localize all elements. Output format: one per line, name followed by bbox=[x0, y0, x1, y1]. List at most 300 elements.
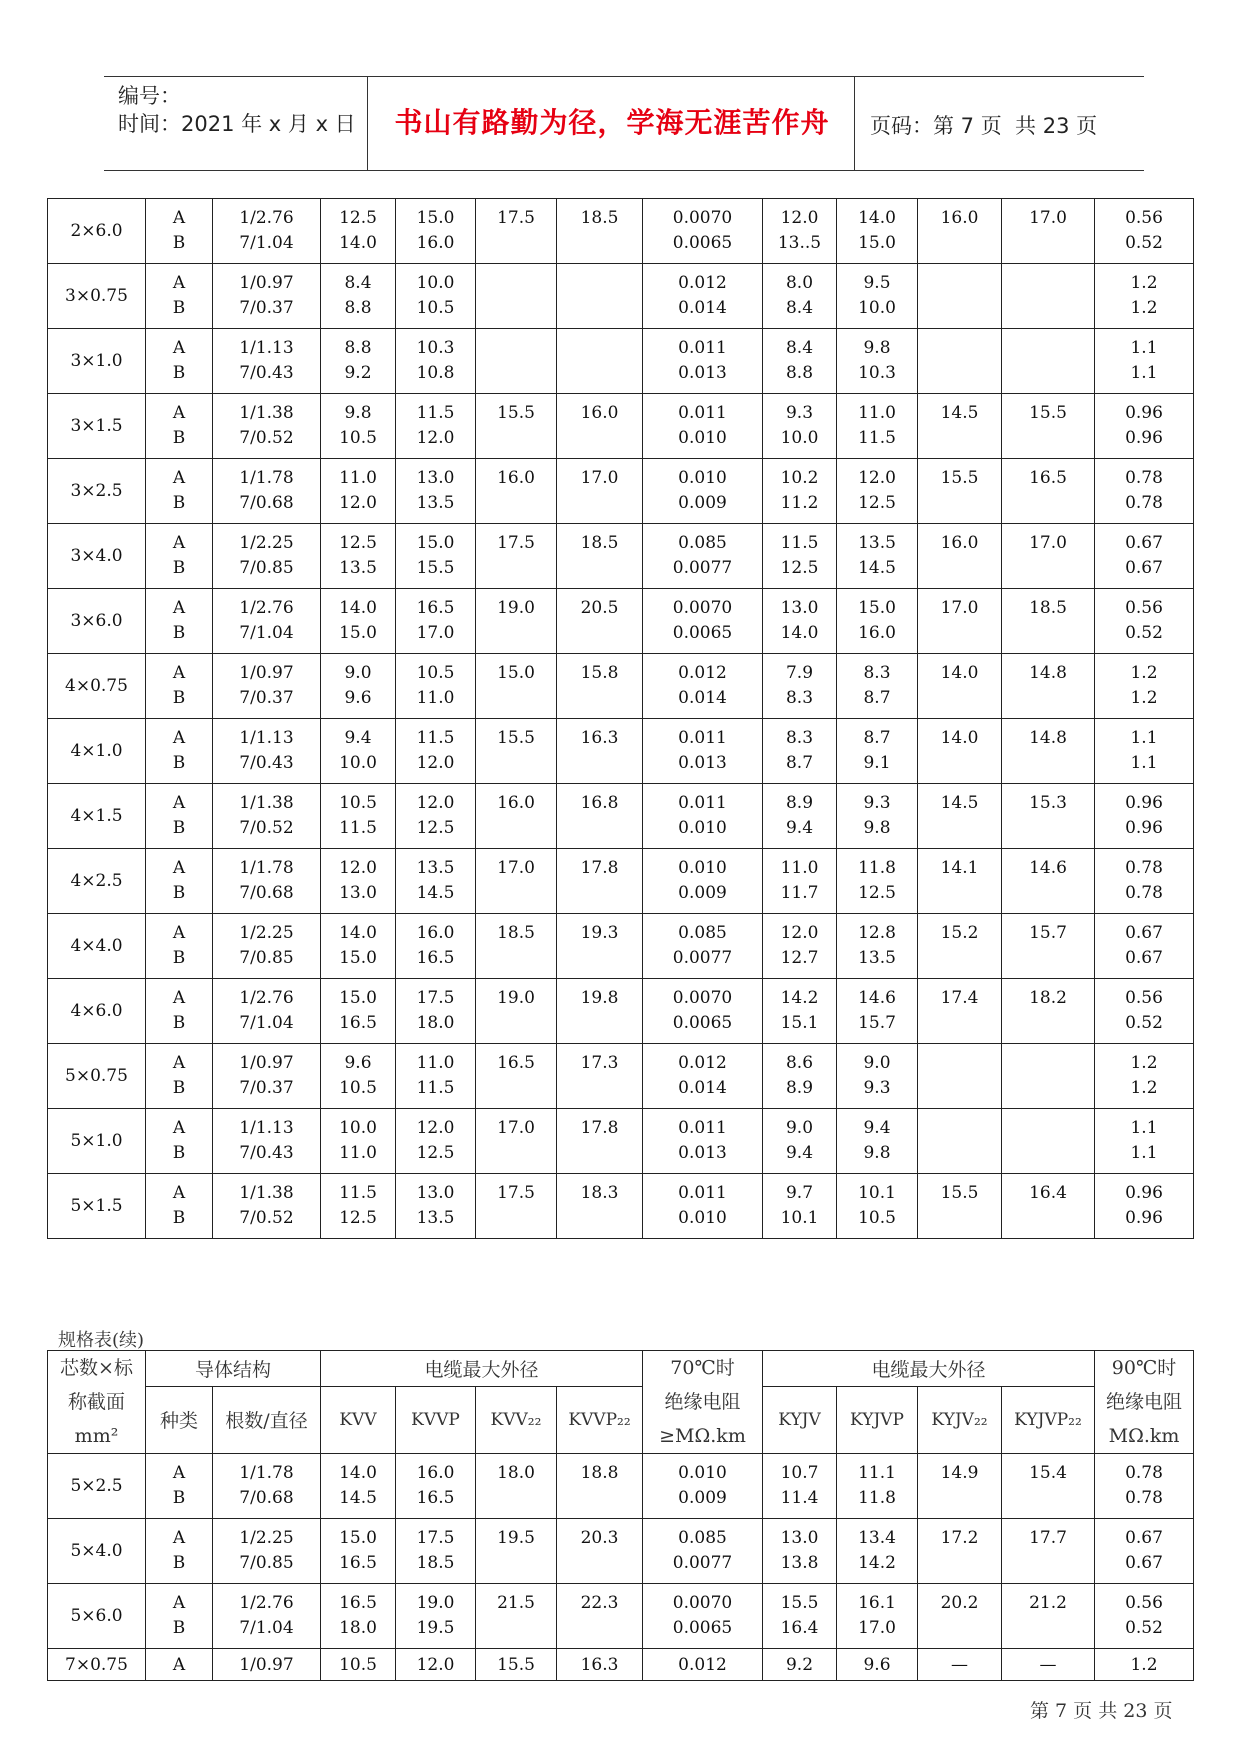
value-b bbox=[1002, 619, 1094, 653]
value-a: 9.6 bbox=[344, 1053, 372, 1073]
value-cell bbox=[476, 719, 557, 784]
value-a: 12.0 bbox=[416, 1118, 455, 1138]
value-b: B bbox=[172, 298, 186, 318]
value-b: 0.013 bbox=[678, 363, 727, 383]
value-b: 9.4 bbox=[785, 818, 814, 838]
value-cell bbox=[321, 199, 396, 264]
value-b: 7/0.52 bbox=[239, 818, 294, 838]
table-row bbox=[48, 654, 1194, 719]
value-cell bbox=[213, 1174, 321, 1239]
value-cell bbox=[557, 914, 643, 979]
value-cell bbox=[1095, 589, 1194, 654]
value-cell bbox=[146, 264, 213, 329]
value-b bbox=[476, 489, 556, 523]
value-b: 14.2 bbox=[858, 1553, 896, 1573]
value-b bbox=[557, 1204, 642, 1238]
value-cell bbox=[763, 1584, 837, 1649]
value-cell bbox=[557, 979, 643, 1044]
value-b: 9.3 bbox=[863, 1078, 891, 1098]
value-b: 11.5 bbox=[416, 1078, 455, 1098]
value-a: 0.011 bbox=[678, 1118, 727, 1138]
value-b: B bbox=[172, 948, 186, 968]
value-cell bbox=[837, 849, 918, 914]
value-b bbox=[557, 619, 642, 653]
value-cell: — bbox=[1002, 1649, 1095, 1681]
value-a: 0.011 bbox=[678, 728, 727, 748]
value-a: 1/0.97 bbox=[239, 273, 294, 293]
value-cell bbox=[643, 199, 763, 264]
value-cell bbox=[213, 719, 321, 784]
value-cell bbox=[837, 1519, 918, 1584]
value-cell bbox=[1002, 719, 1095, 784]
table-row bbox=[48, 589, 1194, 654]
value-b: 1.2 bbox=[1130, 298, 1158, 318]
value-a: 9.8 bbox=[344, 403, 372, 423]
value-a: 21.2 bbox=[1029, 1593, 1067, 1613]
header-spec-unit: mm² bbox=[74, 1425, 119, 1447]
value-a: 17.8 bbox=[580, 858, 619, 878]
value-b: 7/0.85 bbox=[239, 948, 294, 968]
value-b bbox=[476, 294, 556, 328]
value-b: 16.4 bbox=[780, 1618, 819, 1638]
value-cell bbox=[213, 1109, 321, 1174]
value-cell bbox=[918, 1454, 1002, 1519]
value-b: 12.5 bbox=[416, 818, 455, 838]
value-b: 12.5 bbox=[858, 883, 896, 903]
spec-cell: 4×0.75 bbox=[48, 654, 146, 719]
value-a: 9.0 bbox=[344, 663, 372, 683]
value-cell: 9.2 bbox=[763, 1649, 837, 1681]
value-cell bbox=[643, 589, 763, 654]
value-b bbox=[557, 554, 642, 588]
value-cell bbox=[396, 264, 476, 329]
value-b: 13.0 bbox=[339, 883, 377, 903]
value-cell bbox=[1095, 394, 1194, 459]
value-b bbox=[918, 814, 1001, 848]
header-ins90-line1: 90℃时 bbox=[1111, 1357, 1177, 1379]
header-ins90-unit: MΩ.km bbox=[1108, 1425, 1180, 1447]
value-cell bbox=[837, 719, 918, 784]
value-cell bbox=[643, 1454, 763, 1519]
value-b bbox=[1002, 1484, 1094, 1518]
value-b: 8.8 bbox=[344, 298, 372, 318]
value-a: 16.0 bbox=[497, 468, 535, 488]
value-b bbox=[1002, 294, 1094, 328]
header-od-left: 电缆最大外径 bbox=[321, 1351, 643, 1387]
value-b: 10.8 bbox=[416, 363, 455, 383]
value-cell bbox=[396, 1519, 476, 1584]
value-a: A bbox=[172, 1183, 186, 1203]
value-a: 15.0 bbox=[497, 663, 535, 683]
header-spec bbox=[48, 1351, 146, 1454]
value-b: 7/0.37 bbox=[239, 688, 294, 708]
value-b: 7/0.37 bbox=[239, 1078, 294, 1098]
value-a: 0.0070 bbox=[672, 598, 733, 618]
value-cell bbox=[918, 1044, 1002, 1109]
value-cell bbox=[557, 1519, 643, 1584]
value-b bbox=[1002, 879, 1094, 913]
value-cell bbox=[918, 524, 1002, 589]
value-cell bbox=[918, 784, 1002, 849]
header-od-right: 电缆最大外径 bbox=[763, 1351, 1095, 1387]
value-cell bbox=[213, 914, 321, 979]
value-b: B bbox=[172, 493, 186, 513]
doc-number-label: 编号： bbox=[118, 84, 181, 108]
value-a: A bbox=[172, 1053, 186, 1073]
value-cell bbox=[146, 524, 213, 589]
value-b: 14.0 bbox=[339, 233, 377, 253]
value-b: 0.010 bbox=[678, 1208, 727, 1228]
value-b: 0.0077 bbox=[672, 558, 733, 578]
value-b bbox=[1002, 749, 1094, 783]
value-b: 14.5 bbox=[339, 1488, 377, 1508]
value-a: 15.5 bbox=[1029, 403, 1067, 423]
value-a: 11.5 bbox=[780, 533, 819, 553]
value-cell bbox=[396, 329, 476, 394]
spec-cell: 3×0.75 bbox=[48, 264, 146, 329]
value-a: 16.0 bbox=[940, 208, 979, 228]
value-a: 11.0 bbox=[780, 858, 819, 878]
value-b bbox=[918, 359, 1001, 393]
value-a: 13.5 bbox=[416, 858, 455, 878]
value-a: A bbox=[172, 858, 186, 878]
value-b: 1.1 bbox=[1130, 363, 1158, 383]
value-a: 14.0 bbox=[940, 728, 979, 748]
value-a: 13.5 bbox=[858, 533, 896, 553]
value-cell bbox=[396, 199, 476, 264]
value-a: 0.011 bbox=[678, 1183, 727, 1203]
value-a: 9.4 bbox=[344, 728, 372, 748]
value-a: 14.0 bbox=[940, 663, 979, 683]
value-b: 19.5 bbox=[416, 1618, 455, 1638]
value-a: 17.2 bbox=[940, 1528, 979, 1548]
value-a: 0.012 bbox=[678, 273, 727, 293]
value-a: 14.8 bbox=[1029, 663, 1067, 683]
value-a: 18.5 bbox=[580, 533, 619, 553]
value-cell bbox=[476, 849, 557, 914]
value-a: 14.8 bbox=[1029, 728, 1067, 748]
value-b: 1.2 bbox=[1130, 1078, 1158, 1098]
value-b: 0.67 bbox=[1125, 948, 1163, 968]
value-a: 10.1 bbox=[858, 1183, 896, 1203]
value-b bbox=[918, 684, 1001, 718]
value-b: 12.0 bbox=[339, 493, 377, 513]
value-b: 0.014 bbox=[678, 688, 727, 708]
value-cell bbox=[146, 199, 213, 264]
value-cell bbox=[396, 1044, 476, 1109]
table-row bbox=[48, 914, 1194, 979]
value-a: 15.8 bbox=[580, 663, 619, 683]
value-cell bbox=[146, 654, 213, 719]
value-a: 14.6 bbox=[1029, 858, 1067, 878]
value-b: 16.5 bbox=[416, 948, 455, 968]
table-row bbox=[48, 1044, 1194, 1109]
value-b bbox=[918, 554, 1001, 588]
value-cell bbox=[476, 459, 557, 524]
value-cell bbox=[396, 1584, 476, 1649]
value-b: 14.5 bbox=[416, 883, 455, 903]
value-b: 7/0.85 bbox=[239, 558, 294, 578]
value-cell bbox=[918, 1109, 1002, 1174]
value-b: 7/0.68 bbox=[239, 1488, 294, 1508]
value-cell bbox=[146, 394, 213, 459]
value-b bbox=[476, 814, 556, 848]
value-cell bbox=[1002, 979, 1095, 1044]
value-a: 17.5 bbox=[416, 988, 455, 1008]
value-b bbox=[918, 1139, 1001, 1173]
value-cell bbox=[321, 1454, 396, 1519]
value-a: 1/1.38 bbox=[239, 1183, 294, 1203]
value-cell bbox=[918, 1519, 1002, 1584]
value-cell bbox=[146, 1109, 213, 1174]
value-b: B bbox=[172, 1013, 186, 1033]
value-a: 17.5 bbox=[497, 208, 535, 228]
value-a bbox=[918, 1044, 1001, 1074]
value-cell bbox=[643, 914, 763, 979]
value-a: 12.5 bbox=[339, 533, 377, 553]
value-a: 1.1 bbox=[1130, 728, 1158, 748]
value-cell bbox=[1002, 1044, 1095, 1109]
value-a: A bbox=[172, 988, 186, 1008]
value-b: 13.5 bbox=[858, 948, 896, 968]
value-b bbox=[1002, 684, 1094, 718]
value-cell bbox=[321, 1584, 396, 1649]
value-cell bbox=[396, 1109, 476, 1174]
value-a: 16.0 bbox=[497, 793, 535, 813]
value-cell bbox=[146, 1454, 213, 1519]
value-a: 18.8 bbox=[580, 1463, 619, 1483]
header-divider-right bbox=[854, 76, 855, 171]
value-b: 7/0.85 bbox=[239, 1553, 294, 1573]
value-a: 12.0 bbox=[780, 208, 819, 228]
value-cell bbox=[837, 654, 918, 719]
value-a: 8.7 bbox=[863, 728, 891, 748]
value-a: 20.5 bbox=[580, 598, 619, 618]
value-b bbox=[1002, 944, 1094, 978]
value-b: 0.009 bbox=[678, 883, 727, 903]
header-kyjvp: KYJVP bbox=[837, 1386, 918, 1453]
value-cell bbox=[837, 329, 918, 394]
value-a: 15.0 bbox=[858, 598, 896, 618]
value-a: 20.2 bbox=[940, 1593, 979, 1613]
value-a: 19.0 bbox=[497, 988, 535, 1008]
value-cell bbox=[557, 1109, 643, 1174]
value-b: 0.013 bbox=[678, 1143, 727, 1163]
spec-cell: 4×6.0 bbox=[48, 979, 146, 1044]
value-b: 14.5 bbox=[858, 558, 896, 578]
table-row bbox=[48, 1519, 1194, 1584]
value-b: 7/1.04 bbox=[239, 1013, 294, 1033]
value-a: 16.1 bbox=[858, 1593, 896, 1613]
value-b: 8.9 bbox=[785, 1078, 814, 1098]
value-a: 11.0 bbox=[339, 468, 377, 488]
value-cell bbox=[557, 459, 643, 524]
value-b bbox=[1002, 1204, 1094, 1238]
value-cell bbox=[837, 1109, 918, 1174]
value-b: 9.4 bbox=[785, 1143, 814, 1163]
spec-table-continued bbox=[47, 1350, 1194, 1681]
value-a bbox=[918, 1109, 1001, 1139]
value-cell bbox=[557, 1454, 643, 1519]
header-kvvp22: KVVP₂₂ bbox=[557, 1386, 643, 1453]
value-cell bbox=[763, 264, 837, 329]
value-b: 9.2 bbox=[344, 363, 372, 383]
value-cell bbox=[763, 1109, 837, 1174]
value-b: 0.0077 bbox=[672, 948, 733, 968]
value-cell bbox=[643, 1109, 763, 1174]
value-a: 0.56 bbox=[1125, 208, 1163, 228]
value-b bbox=[557, 1009, 642, 1043]
value-a: 1/1.38 bbox=[239, 403, 294, 423]
value-b: B bbox=[172, 1143, 186, 1163]
value-cell bbox=[476, 654, 557, 719]
value-cell bbox=[476, 1174, 557, 1239]
header-divider-left bbox=[367, 76, 368, 171]
value-cell bbox=[1002, 1174, 1095, 1239]
value-cell: 1.2 bbox=[1095, 1649, 1194, 1681]
value-a: 9.4 bbox=[863, 1118, 891, 1138]
value-cell bbox=[643, 979, 763, 1044]
value-b: 0.0065 bbox=[672, 623, 733, 643]
spec-cell: 5×0.75 bbox=[48, 1044, 146, 1109]
value-b: 11.7 bbox=[780, 883, 819, 903]
table-row bbox=[48, 1109, 1194, 1174]
value-cell bbox=[837, 979, 918, 1044]
value-b: 11.0 bbox=[339, 1143, 377, 1163]
page-footer: 第 7 页 共 23 页 bbox=[1030, 1700, 1173, 1722]
value-a: 17.7 bbox=[1029, 1528, 1067, 1548]
value-cell bbox=[1095, 1454, 1194, 1519]
value-b bbox=[557, 424, 642, 458]
table-row bbox=[48, 979, 1194, 1044]
value-a: 1/2.25 bbox=[239, 533, 294, 553]
value-cell bbox=[763, 654, 837, 719]
value-cell bbox=[1002, 459, 1095, 524]
value-b: 17.0 bbox=[858, 1618, 896, 1638]
value-b: 0.96 bbox=[1125, 1208, 1163, 1228]
value-a: 1/0.97 bbox=[239, 1053, 294, 1073]
value-a: 14.0 bbox=[858, 208, 896, 228]
value-cell bbox=[1095, 914, 1194, 979]
value-cell bbox=[396, 654, 476, 719]
value-cell bbox=[476, 1109, 557, 1174]
value-a: 9.3 bbox=[785, 403, 814, 423]
value-a: 1/1.38 bbox=[239, 793, 294, 813]
value-a: 21.5 bbox=[497, 1593, 535, 1613]
value-cell bbox=[763, 1174, 837, 1239]
value-a: 11.5 bbox=[416, 728, 455, 748]
value-b: 14.0 bbox=[780, 623, 819, 643]
value-b bbox=[918, 489, 1001, 523]
value-a: 8.0 bbox=[785, 273, 814, 293]
value-a: 17.5 bbox=[497, 533, 535, 553]
value-cell bbox=[837, 524, 918, 589]
value-a: 1/1.78 bbox=[239, 1463, 294, 1483]
value-cell bbox=[643, 264, 763, 329]
value-cell bbox=[918, 459, 1002, 524]
value-b: B bbox=[172, 753, 186, 773]
value-cell bbox=[213, 394, 321, 459]
spec-table-main-body bbox=[48, 199, 1194, 1239]
value-b: 15.5 bbox=[416, 558, 455, 578]
value-b: 0.96 bbox=[1125, 428, 1163, 448]
value-cell bbox=[213, 849, 321, 914]
value-a: 15.0 bbox=[339, 1528, 377, 1548]
value-a: 17.4 bbox=[940, 988, 979, 1008]
value-cell bbox=[1002, 849, 1095, 914]
value-cell bbox=[1002, 394, 1095, 459]
value-a: 11.0 bbox=[858, 403, 896, 423]
value-a: 19.5 bbox=[497, 1528, 535, 1548]
value-b bbox=[476, 749, 556, 783]
value-b: 15.0 bbox=[339, 623, 377, 643]
header-ins70-unit: ≥MΩ.km bbox=[659, 1425, 746, 1447]
value-b bbox=[1002, 1009, 1094, 1043]
value-a: 0.96 bbox=[1125, 793, 1163, 813]
value-a: 8.4 bbox=[344, 273, 372, 293]
value-b: 0.52 bbox=[1125, 233, 1163, 253]
header-ins70 bbox=[643, 1351, 763, 1454]
value-cell: 9.6 bbox=[837, 1649, 918, 1681]
value-cell bbox=[763, 589, 837, 654]
value-b: 13..5 bbox=[777, 233, 822, 253]
header-kvv22: KVV₂₂ bbox=[476, 1386, 557, 1453]
header-ins90 bbox=[1095, 1351, 1194, 1454]
value-b: 0.78 bbox=[1125, 1488, 1163, 1508]
table-row bbox=[48, 1649, 1194, 1681]
value-cell: 10.5 bbox=[321, 1649, 396, 1681]
header-spec-line2: 称截面 bbox=[67, 1391, 125, 1413]
value-b: 10.5 bbox=[339, 1078, 377, 1098]
value-a: 17.5 bbox=[497, 1183, 535, 1203]
value-cell bbox=[837, 459, 918, 524]
value-a: 0.67 bbox=[1125, 533, 1163, 553]
value-a: 8.9 bbox=[785, 793, 814, 813]
value-a: 1.2 bbox=[1130, 663, 1158, 683]
spec-cell: 4×2.5 bbox=[48, 849, 146, 914]
value-cell bbox=[918, 264, 1002, 329]
value-cell bbox=[396, 849, 476, 914]
value-cell bbox=[321, 524, 396, 589]
value-a: 16.0 bbox=[580, 403, 619, 423]
value-b bbox=[476, 1204, 556, 1238]
value-b: 1.2 bbox=[1130, 688, 1158, 708]
value-b: 0.52 bbox=[1125, 1618, 1163, 1638]
value-a: 0.0070 bbox=[672, 1593, 733, 1613]
value-b: 8.4 bbox=[785, 298, 814, 318]
value-cell bbox=[476, 1454, 557, 1519]
value-cell bbox=[918, 979, 1002, 1044]
value-a: 0.010 bbox=[678, 1463, 727, 1483]
value-b: B bbox=[172, 623, 186, 643]
value-cell bbox=[1002, 1584, 1095, 1649]
value-cell bbox=[918, 914, 1002, 979]
value-a: A bbox=[172, 1463, 186, 1483]
value-b: 16.5 bbox=[339, 1013, 377, 1033]
value-a: 18.3 bbox=[580, 1183, 619, 1203]
value-b: 7/0.43 bbox=[239, 363, 294, 383]
value-a: 15.5 bbox=[940, 1183, 979, 1203]
value-cell bbox=[213, 524, 321, 589]
value-a: 18.5 bbox=[1029, 598, 1067, 618]
value-b bbox=[1002, 814, 1094, 848]
value-cell bbox=[396, 914, 476, 979]
value-b bbox=[557, 1614, 642, 1648]
value-a: 11.8 bbox=[858, 858, 896, 878]
value-cell bbox=[1095, 199, 1194, 264]
value-b: 10.1 bbox=[780, 1208, 819, 1228]
value-cell bbox=[476, 524, 557, 589]
